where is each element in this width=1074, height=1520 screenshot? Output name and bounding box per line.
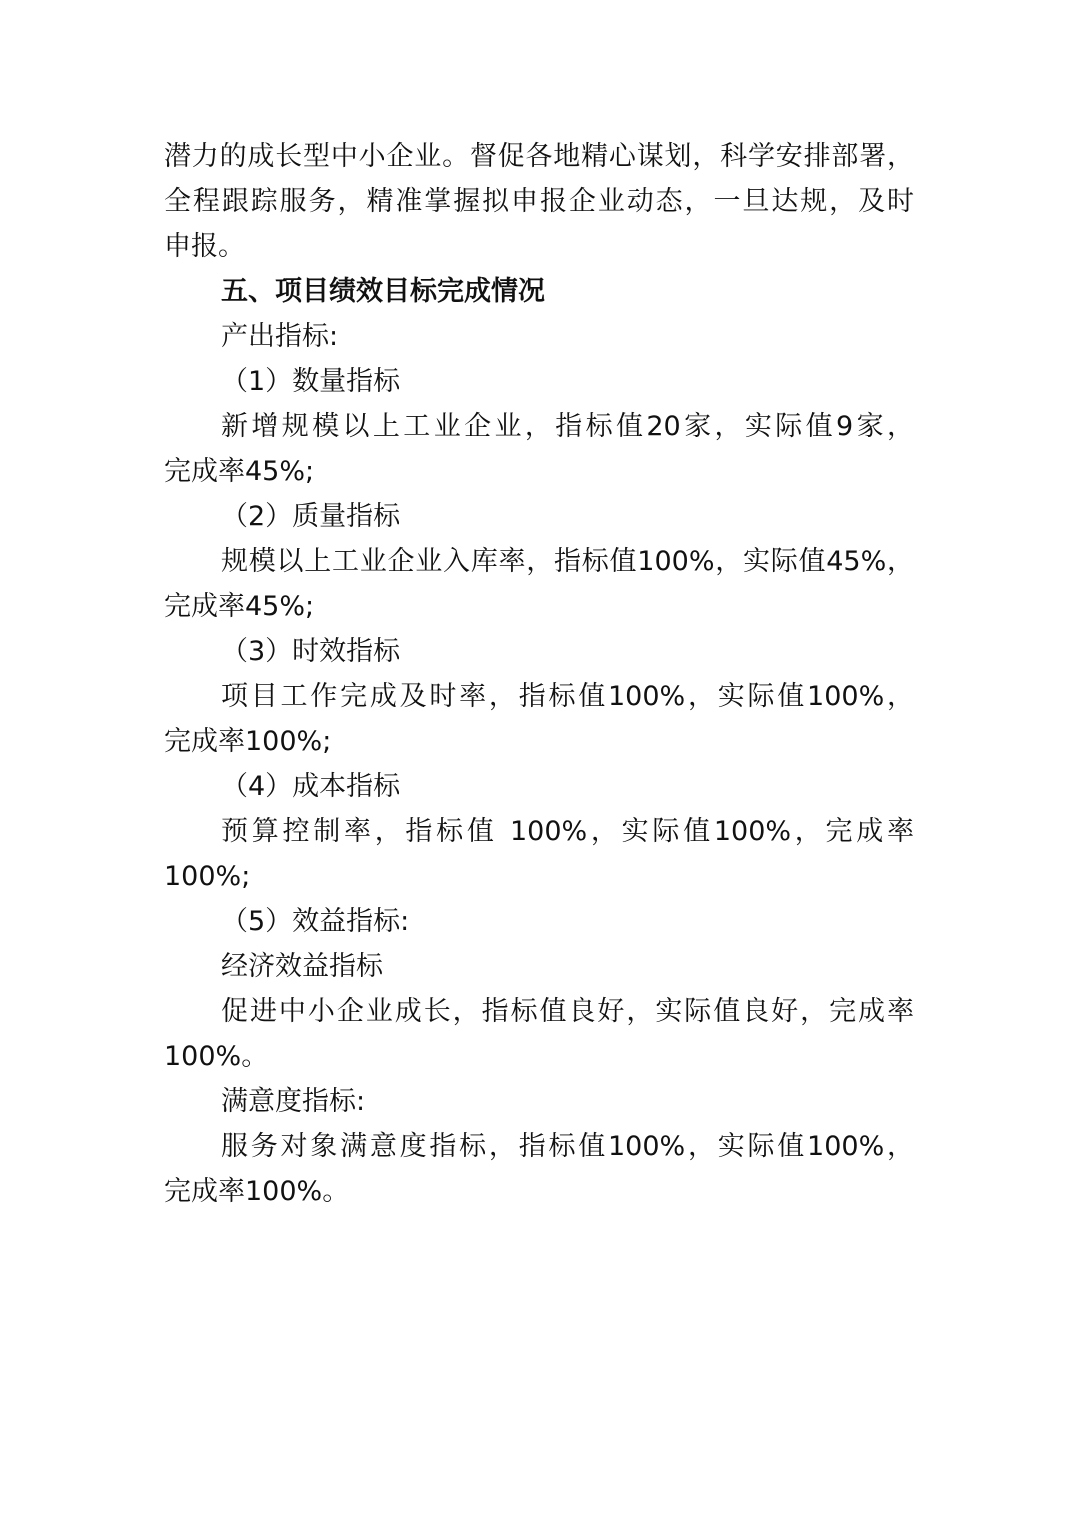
subheading-output-indicators: 产出指标: bbox=[221, 321, 339, 352]
subheading-quality: （2）质量指标 bbox=[221, 501, 401, 532]
paragraph-line: 潜力的成长型中小企业。督促各地精心谋划，科学安排部署， bbox=[164, 141, 914, 172]
paragraph-line: 规模以上工业企业入库率，指标值100%，实际值45%， bbox=[221, 546, 914, 577]
subheading-economic-benefit: 经济效益指标 bbox=[221, 951, 383, 982]
paragraph-line: 项目工作完成及时率，指标值100%，实际值100%， bbox=[221, 681, 914, 712]
subheading-timeliness: （3）时效指标 bbox=[221, 636, 401, 667]
paragraph-line: 全程跟踪服务，精准掌握拟申报企业动态，一旦达规，及时 bbox=[164, 186, 914, 217]
paragraph-line: 100%; bbox=[164, 861, 251, 892]
subheading-satisfaction: 满意度指标: bbox=[221, 1086, 366, 1117]
paragraph-line: 新增规模以上工业企业，指标值20家，实际值9家， bbox=[221, 411, 914, 442]
paragraph-line: 完成率100%; bbox=[164, 726, 332, 757]
paragraph-line: 完成率45%; bbox=[164, 456, 315, 487]
document-body bbox=[164, 134, 914, 1214]
paragraph-line: 申报。 bbox=[164, 231, 245, 262]
section-heading: 五、项目绩效目标完成情况 bbox=[221, 276, 545, 307]
paragraph-line: 完成率45%; bbox=[164, 591, 315, 622]
paragraph-line: 100%。 bbox=[164, 1041, 269, 1072]
paragraph-line: 完成率100%。 bbox=[164, 1176, 350, 1207]
subheading-cost: （4）成本指标 bbox=[221, 771, 401, 802]
paragraph-line: 服务对象满意度指标，指标值100%，实际值100%， bbox=[221, 1131, 914, 1162]
subheading-benefit: （5）效益指标: bbox=[221, 906, 410, 937]
paragraph-line: 预算控制率，指标值 100%，实际值100%，完成率 bbox=[221, 816, 914, 847]
subheading-quantity: （1）数量指标 bbox=[221, 366, 401, 397]
paragraph-line: 促进中小企业成长，指标值良好，实际值良好，完成率 bbox=[221, 996, 914, 1027]
